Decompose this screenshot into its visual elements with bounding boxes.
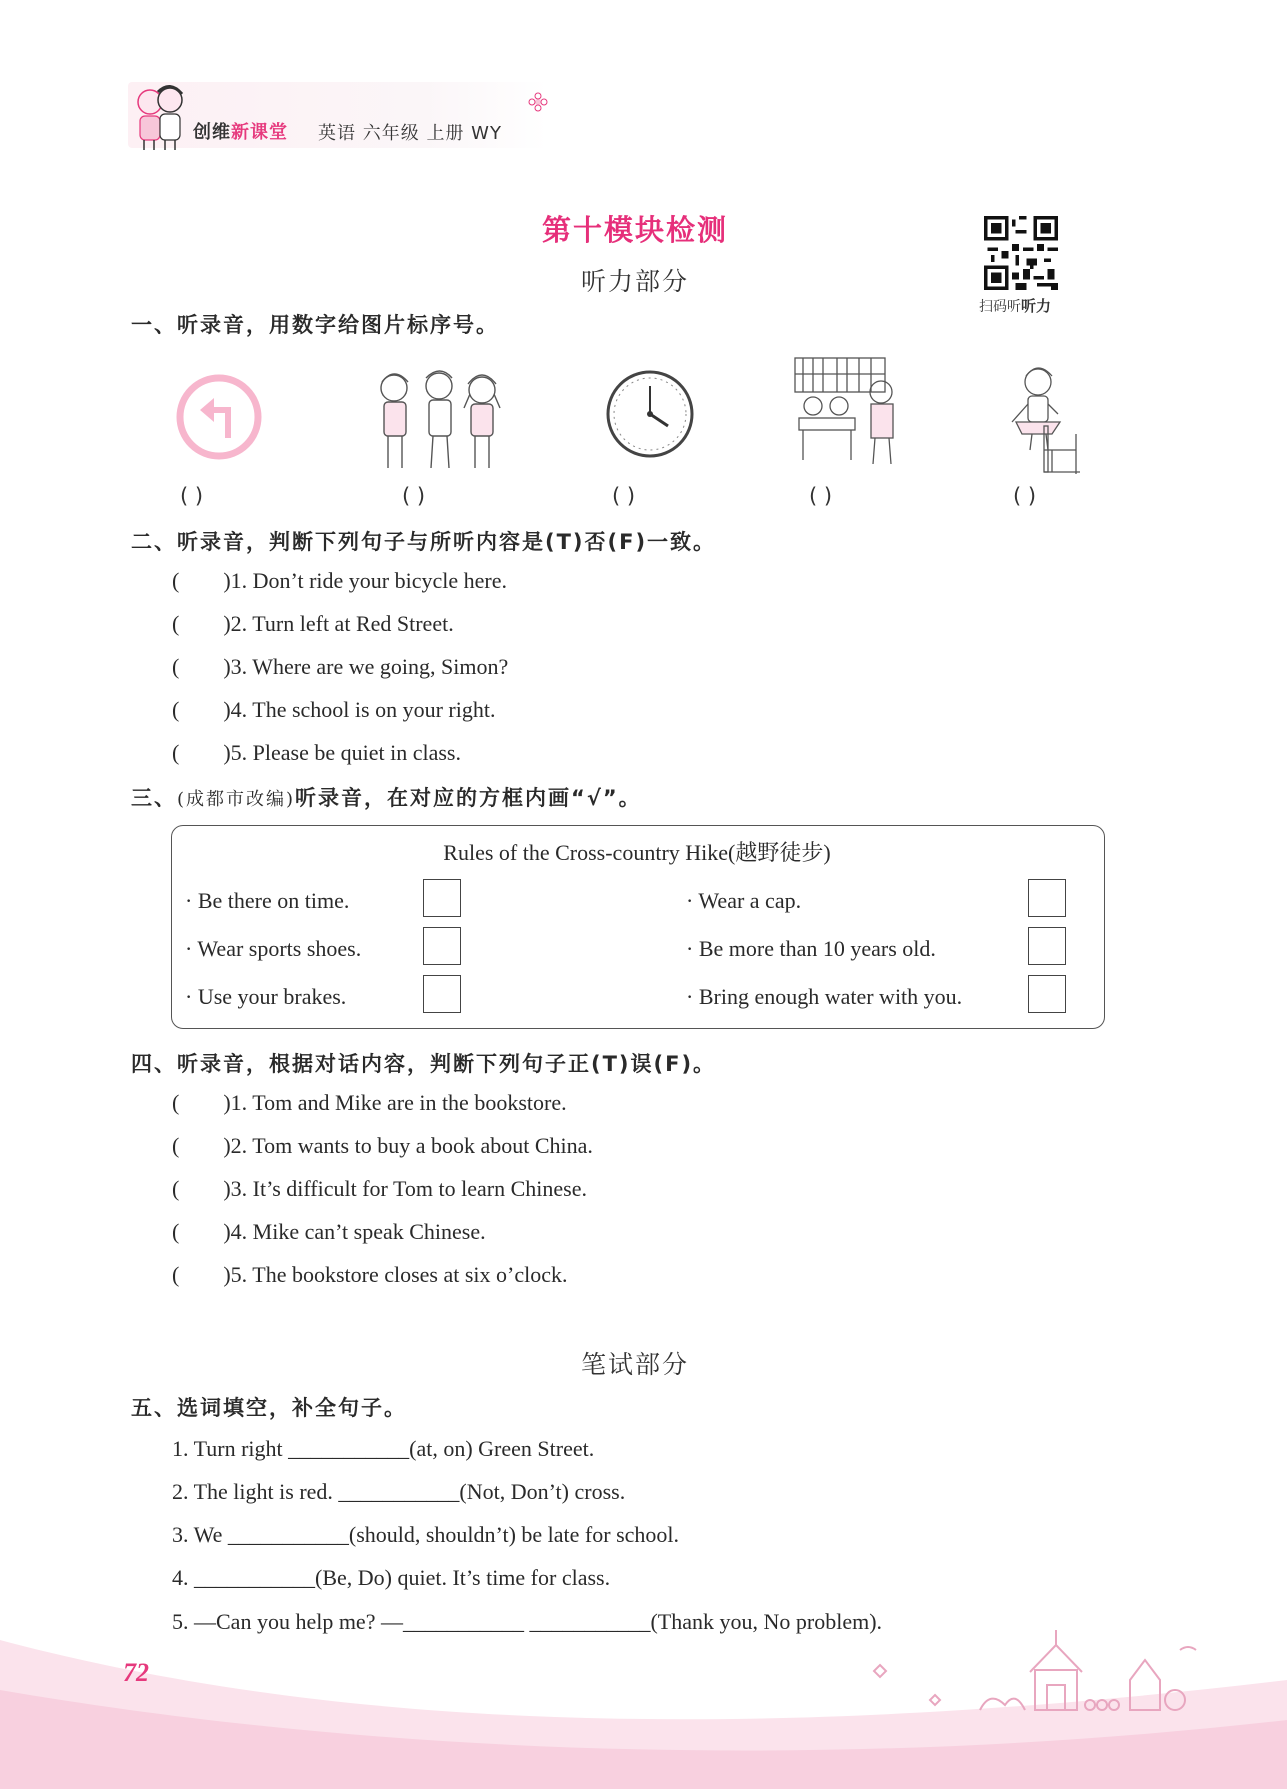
qr-caption bbox=[979, 295, 1051, 316]
rule-right-1: · Wear a cap. bbox=[686, 888, 802, 913]
section-4-item[interactable]: ( )2. Tom wants to buy a book about China. bbox=[172, 1133, 593, 1158]
section-2-item[interactable]: ( )4. The school is on your right. bbox=[172, 697, 496, 722]
girl-standing-on-chair-image-icon bbox=[1004, 364, 1092, 476]
section-2-item[interactable]: ( )3. Where are we going, Simon? bbox=[172, 654, 509, 679]
checkbox-right-1[interactable] bbox=[1028, 879, 1066, 917]
checkbox-right-3[interactable] bbox=[1028, 975, 1066, 1013]
qr-code-icon[interactable] bbox=[984, 216, 1058, 290]
classroom-image-icon bbox=[793, 356, 905, 468]
section-3-heading bbox=[131, 782, 642, 812]
section-2-item[interactable]: ( )1. Don’t ride your bicycle here. bbox=[172, 568, 507, 593]
checkbox-right-2[interactable] bbox=[1028, 927, 1066, 965]
section-3-heading-prefix: 三、 bbox=[131, 786, 177, 810]
turn-left-sign-icon bbox=[174, 372, 264, 462]
brand-part-2: 新课堂 bbox=[231, 122, 288, 143]
section-5-item[interactable]: 1. Turn right ___________(at, on) Green Street. bbox=[172, 1436, 595, 1461]
section-4-heading: 四、听录音，根据对话内容，判断下列句子正(T)误(F)。 bbox=[131, 1052, 717, 1076]
page-number: 72 bbox=[123, 1658, 149, 1687]
answer-blank-picture-5[interactable]: ( ) bbox=[1013, 484, 1037, 508]
brand-name bbox=[193, 118, 288, 144]
rule-left-1: · Be there on time. bbox=[185, 888, 350, 913]
section-2-item[interactable]: ( )5. Please be quiet in class. bbox=[172, 740, 461, 765]
section-3-source-note: (成都市改编) bbox=[177, 789, 296, 810]
rule-right-3: · Bring enough water with you. bbox=[686, 984, 963, 1009]
answer-blank-picture-3[interactable]: ( ) bbox=[612, 484, 636, 508]
answer-blank-picture-2[interactable]: ( ) bbox=[402, 484, 426, 508]
section-5-heading: 五、选词填空，补全句子。 bbox=[131, 1396, 407, 1420]
section-3-heading-text: 听录音，在对应的方框内画“√”。 bbox=[295, 786, 642, 810]
writing-heading: 笔试部分 bbox=[580, 1350, 689, 1379]
section-2-item[interactable]: ( )2. Turn left at Red Street. bbox=[172, 611, 454, 636]
clock-image-icon bbox=[604, 368, 696, 460]
section-2-heading: 二、听录音，判断下列句子与所听内容是(T)否(F)一致。 bbox=[131, 530, 717, 554]
cartoon-kids-logo-icon bbox=[130, 80, 192, 152]
qr-caption-bold: 听力 bbox=[1021, 297, 1052, 315]
checkbox-left-2[interactable] bbox=[423, 927, 461, 965]
section-5-item[interactable]: 3. We ___________(should, shouldn’t) be late for school. bbox=[172, 1522, 680, 1547]
page-title: 第十模块检测 bbox=[541, 213, 728, 247]
rule-right-2: · Be more than 10 years old. bbox=[686, 936, 936, 961]
flower-decoration-icon bbox=[528, 92, 548, 112]
section-5-item[interactable]: 2. The light is red. ___________(Not, Don’t) cross. bbox=[172, 1479, 626, 1504]
brand-part-1: 创维 bbox=[193, 122, 231, 143]
rule-left-3: · Use your brakes. bbox=[185, 984, 347, 1009]
listening-heading: 听力部分 bbox=[580, 267, 689, 296]
section-1-heading: 一、听录音，用数字给图片标序号。 bbox=[131, 313, 499, 337]
qr-caption-text: 扫码听 bbox=[979, 299, 1021, 315]
three-children-image-icon bbox=[372, 368, 506, 474]
section-5-item[interactable]: 4. ___________(Be, Do) quiet. It’s time for class. bbox=[172, 1565, 611, 1590]
answer-blank-picture-4[interactable]: ( ) bbox=[809, 484, 833, 508]
answer-blank-picture-1[interactable]: ( ) bbox=[180, 484, 204, 508]
rule-left-2: · Wear sports shoes. bbox=[185, 936, 362, 961]
section-4-item[interactable]: ( )3. It’s difficult for Tom to learn Chinese. bbox=[172, 1176, 587, 1201]
section-4-item[interactable]: ( )4. Mike can’t speak Chinese. bbox=[172, 1219, 486, 1244]
section-4-item[interactable]: ( )1. Tom and Mike are in the bookstore. bbox=[172, 1090, 567, 1115]
checkbox-left-3[interactable] bbox=[423, 975, 461, 1013]
checkbox-left-1[interactable] bbox=[423, 879, 461, 917]
rules-table-title: Rules of the Cross-country Hike(越野徒步) bbox=[443, 840, 831, 865]
section-5-item[interactable]: 5. —Can you help me? —___________ ___________(Thank you, No problem). bbox=[172, 1609, 883, 1634]
section-4-item[interactable]: ( )5. The bookstore closes at six o’clock. bbox=[172, 1262, 568, 1287]
book-subtitle: 英语 六年级 上册 WY bbox=[318, 123, 502, 144]
